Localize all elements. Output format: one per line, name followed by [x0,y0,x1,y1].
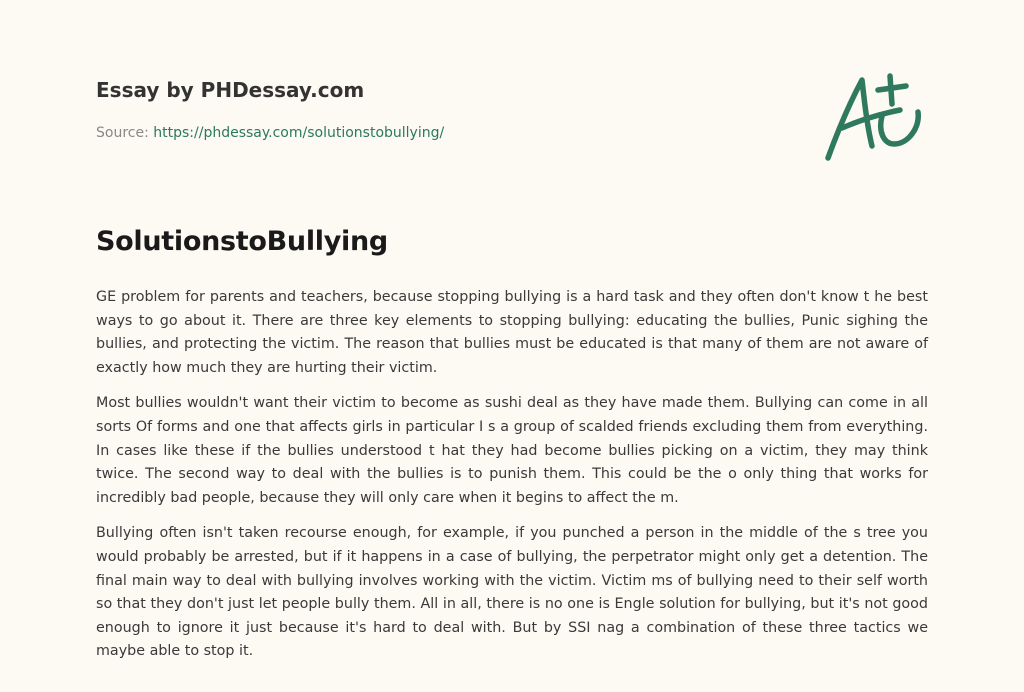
essay-paragraph: Bullying often isn't taken recourse enough, for example, if you punched a person in the middle of the s tree you would probably be arrested, but if it happens in a case of bullying, the perpetrator might only get a detention. The final main way to deal with bullying involves working with the victim. Victim ms of bullying need to their self worth so that they don't just let people bully them. All in all, there is no one is Engle solution for bullying, but it's not good enough to ignore it just because it's hard to deal with. But by SSI nag a combination of these three tactics we maybe able to stop it. [96,525,928,660]
essay-title: SolutionstoBullying [96,226,388,257]
source-link[interactable]: https://phdessay.com/solutionstobullying/ [153,125,445,141]
site-brand: Essay by PHDessay.com [96,78,365,102]
source-label: Source: [96,125,154,141]
essay-paragraph: Most bullies wouldn't want their victim to become as sushi deal as they have made them. Bullying can come in all sorts Of forms and one that affects girls in particular I s a group of scalded friends excluding them from everything. In cases like these if the bullies understood t hat they had become bullies picking on a victim, they may think twice. The second way to deal with the bullies is to punish them. This could be the o only thing that works for incredibly bad people, because they will only care when it begins to affect the m. [96,395,928,506]
essay-body [96,286,928,676]
source-line [96,124,444,142]
a-plus-grade-icon [822,66,932,166]
essay-header [96,78,444,142]
essay-paragraph: GE problem for parents and teachers, because stopping bullying is a hard task and they often don't know t he best ways to go about it. There are three key elements to stopping bullying: educating the bullies, Punic sighing the bullies, and protecting the victim. The reason that bullies must be educated is that many of them are not aware of exactly how much they are hurting their victim. [96,289,928,376]
